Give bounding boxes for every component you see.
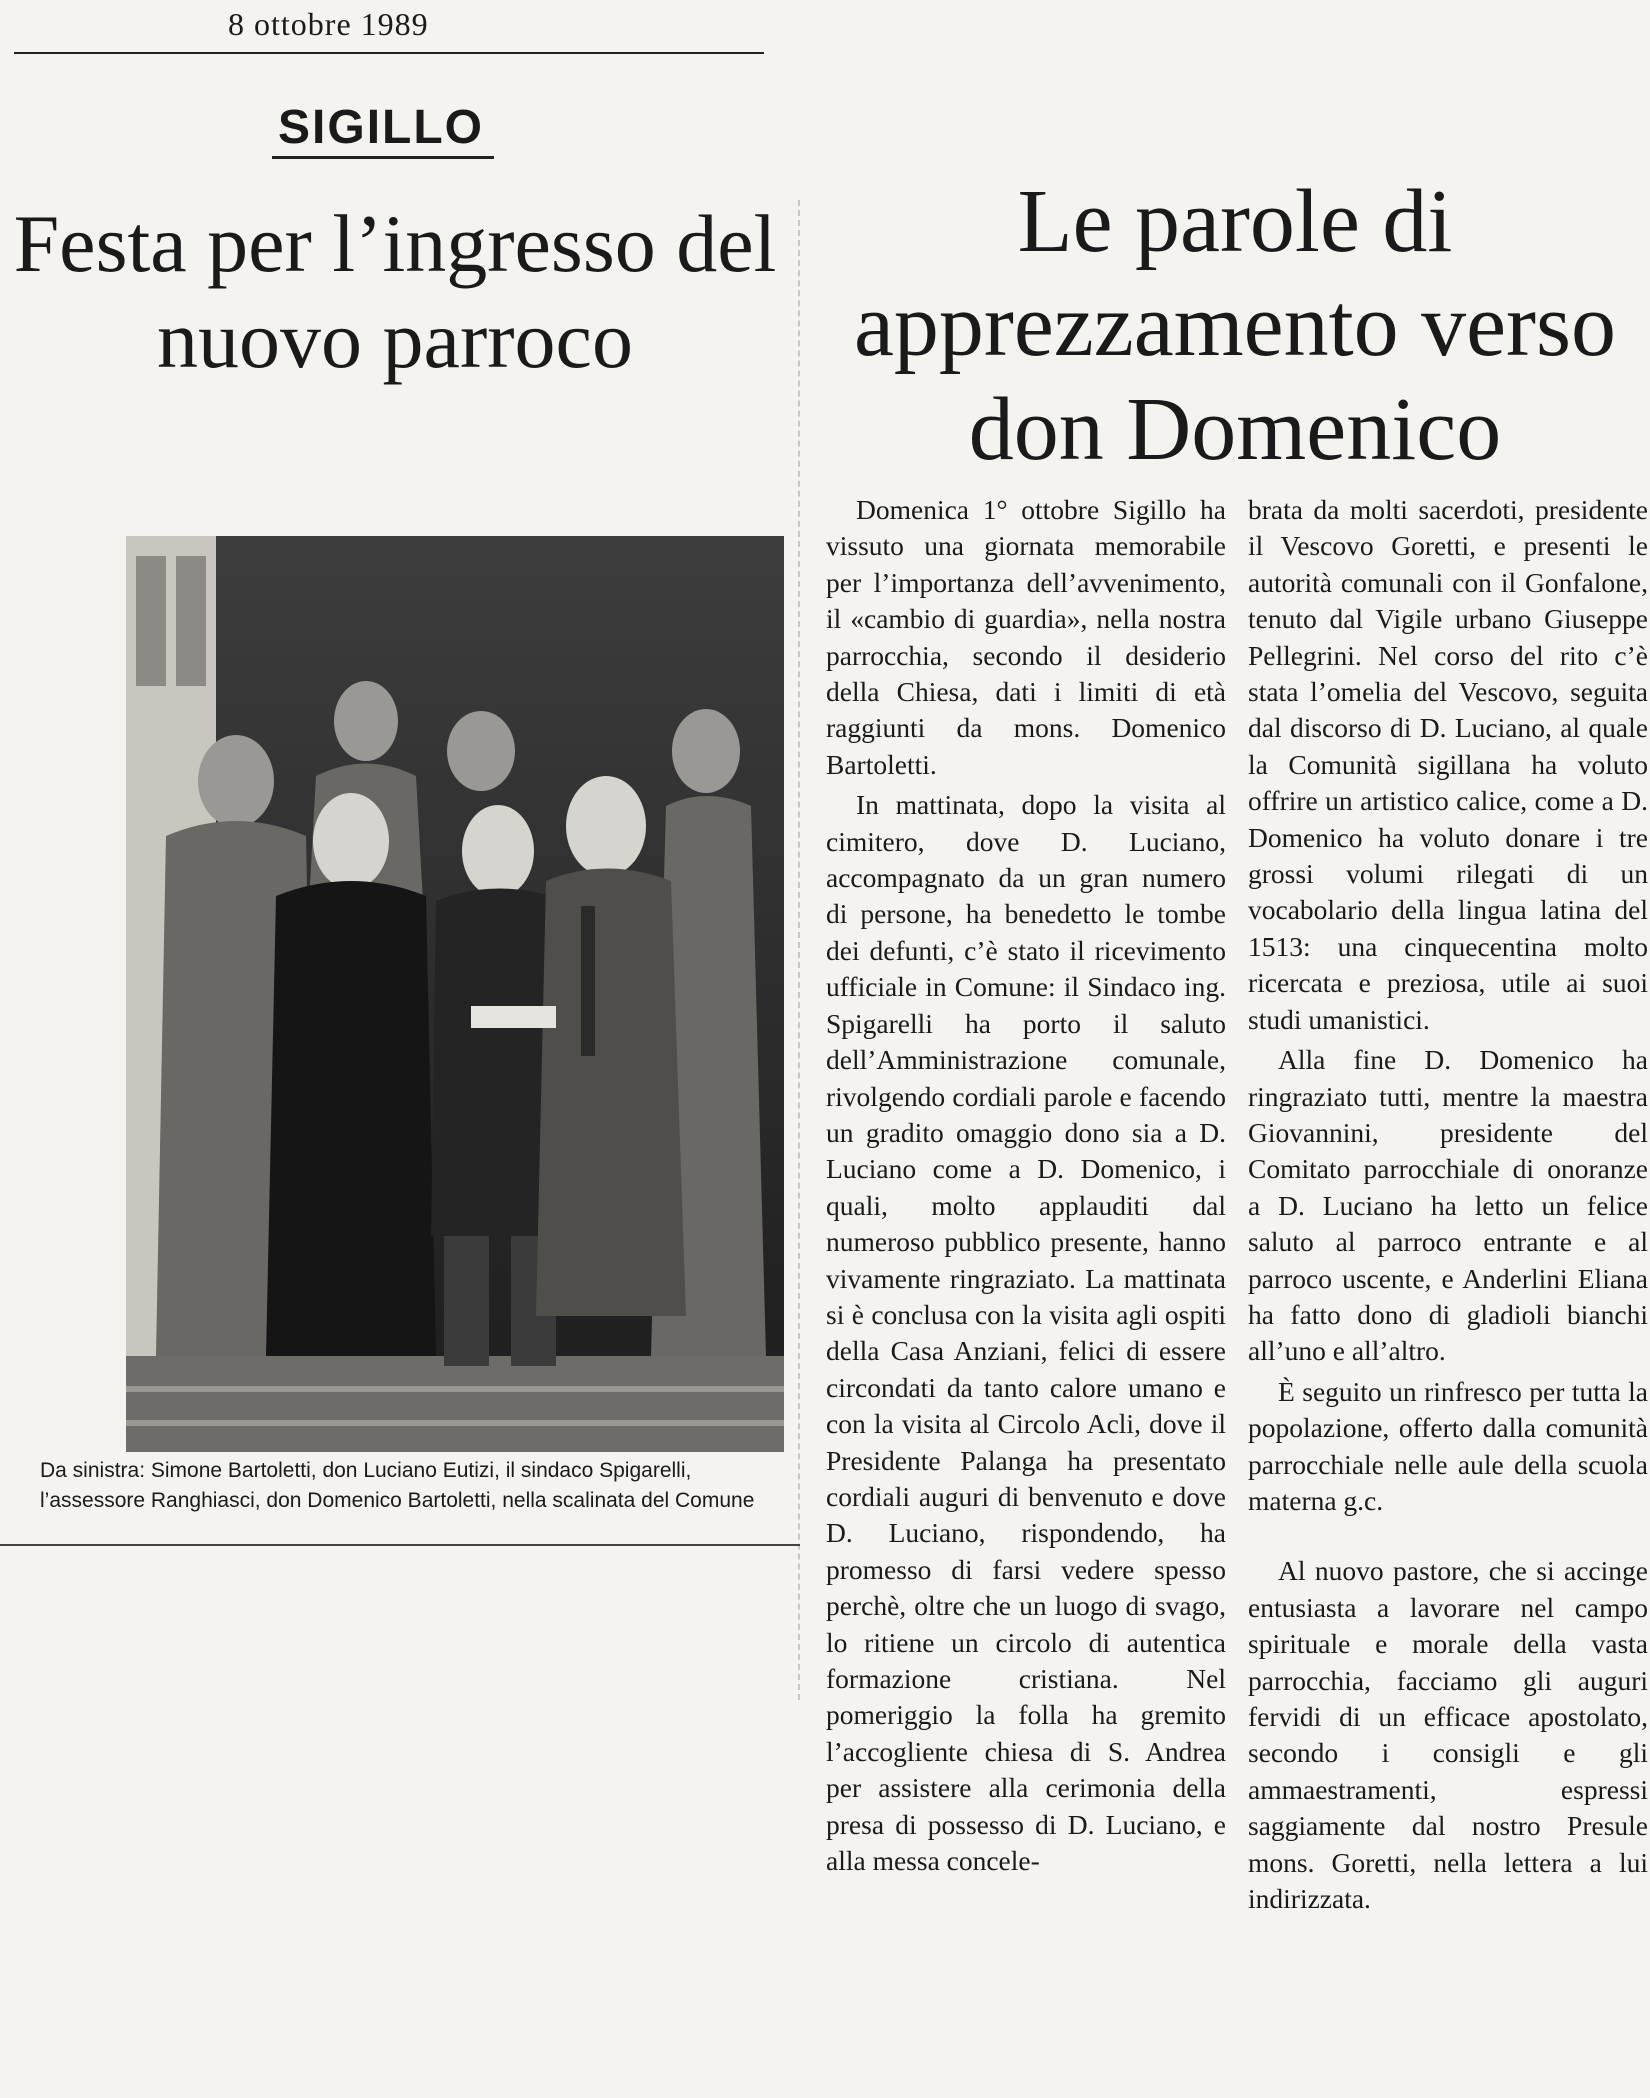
paragraph: Al nuovo pastore, che si accinge entusiasta a lavorare nel campo spirituale e morale della vasta parrocchia, facciamo gli auguri fervidi di un efficace apostolato, secondo i consigli e gli ammaestramenti, espressi saggiamente dal nostro Presule mons. Goretti, nella lettera a lui indirizzata. — [1248, 1555, 1648, 1915]
paragraph: brata da molti sacerdoti, presidente il Vescovo Goretti, e presenti le autorità comunali con il Gonfalone, tenuto dal Vigile urbano Giuseppe Pellegrini. Nel corso del rito c’è stata l’omelia del Vescovo, seguita dal discorso di D. Luciano, al quale la Comunità sigillana ha voluto offrire un artistico calice, come a D. Domenico ha voluto donare i tre grossi volumi rilegati di un vocabolario della lingua latina del 1513: una cinquecentina molto ricercata e preziosa, utile ai suoi studi umanistici. — [1248, 494, 1648, 1035]
group-photo — [126, 536, 784, 1452]
issue-date: 8 ottobre 1989 — [228, 6, 429, 42]
header-rule — [14, 52, 764, 54]
paragraph: Domenica 1° ottobre Sigillo ha vissuto una giornata memorabile per l’importanza dell’avvenimento, il «cambio di guardia», nella nostra parrocchia, secondo il desiderio della Chiesa, dati i limiti di età raggiunti da mons. Domenico Bartoletti. — [826, 494, 1226, 780]
section-heading: SIGILLO — [278, 101, 484, 154]
column-divider — [798, 200, 802, 1700]
article1-headline: Festa per l’ingresso del nuovo parroco — [13, 198, 777, 385]
paragraph: In mattinata, dopo la visita al cimitero, dove D. Luciano, accompagnato da un gran numero di persone, ha benedetto le tombe dei defunti, c’è stato il ricevimento ufficiale in Comune: il Sindaco ing. Spigarelli ha porto il saluto dell’Amministrazione comunale, rivolgendo cordiali parole e facendo un gradito omaggio dono sia a D. Luciano come a D. Domenico, i quali, molto applauditi dal numeroso pubblico presente, hanno vivamente ringraziato. La mattinata si è conclusa con la visita agli ospiti della Casa Anziani, felici di essere circondati da tanto calore umano e con la visita al Circolo Acli, dove il Presidente Palanga ha presentato cordiali auguri di benvenuto e dove D. Luciano, rispondendo, ha promesso di farsi vedere spesso perchè, oltre che un luogo di svago, lo ritiene un circolo di autentica formazione cristiana. Nel pomeriggio la folla ha gremito l’accogliente chiesa di S. Andrea per assistere alla cerimonia della presa di possesso di D. Luciano, e alla messa concele- — [826, 789, 1226, 1877]
section-underline — [272, 156, 494, 159]
photo-caption: Da sinistra: Simone Bartoletti, don Luciano Eutizi, il sindaco Spigarelli, l’assessore Ranghiasci, don Domenico Bartoletti, nella scalinata del Comune — [40, 1459, 755, 1512]
article-column-2 — [1248, 492, 1648, 1917]
paragraph: È seguito un rinfresco per tutta la popolazione, offerto dalla comunità parrocchiale nelle aule della scuola materna g.c. — [1248, 1375, 1648, 1516]
article2-headline: Le parole di apprezzamento verso don Domenico — [853, 172, 1617, 479]
article-column-1 — [826, 492, 1226, 1879]
paragraph: Alla fine D. Domenico ha ringraziato tutti, mentre la maestra Giovannini, presidente del Comitato parrocchiale di onoranze a D. Luciano ha letto un felice saluto al parroco entrante e al parroco uscente, e Anderlini Eliana ha fatto dono di gladioli bianchi all’uno e all’altro. — [1248, 1044, 1648, 1367]
caption-rule — [0, 1544, 800, 1546]
